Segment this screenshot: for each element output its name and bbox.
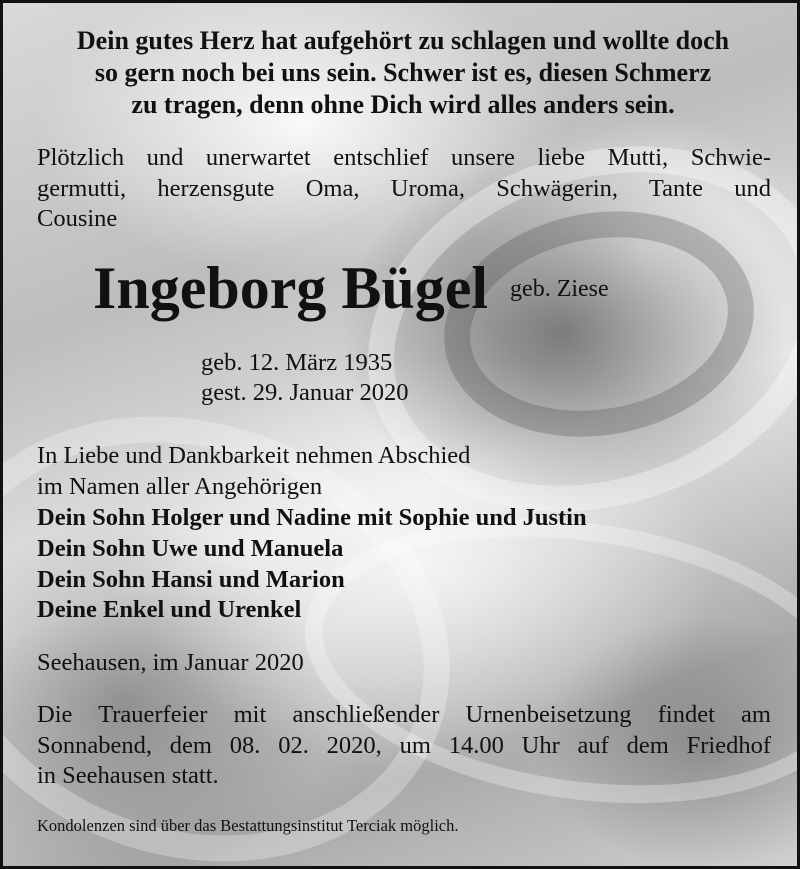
deceased-name: Ingeborg Bügel <box>93 255 489 321</box>
announcement-line: Cousine <box>37 205 118 232</box>
intro-line: Dein gutes Herz hat aufgehört zu schlagen und wollte doch <box>76 26 730 55</box>
family-list <box>37 503 587 626</box>
birth-date: geb. 12. März 1935 <box>201 349 393 376</box>
family-member: Dein Sohn Hansi und Marion <box>37 565 345 593</box>
funeral-line: in Seehausen statt. <box>37 762 219 789</box>
notice-content <box>3 3 800 869</box>
intro-verse <box>23 25 783 121</box>
family-member: Dein Sohn Uwe und Manuela <box>37 534 344 562</box>
funeral-line: Die Trauerfeier mit anschließender Urnenbeisetzung findet am <box>37 701 771 728</box>
death-date: gest. 29. Januar 2020 <box>201 379 409 406</box>
announcement-line: germutti, herzensgute Oma, Uroma, Schwägerin, Tante und <box>37 174 771 202</box>
life-dates <box>201 348 409 408</box>
family-member: Deine Enkel und Urenkel <box>37 596 302 624</box>
deceased-name-line <box>93 253 609 323</box>
condolence-note: Kondolenzen sind über das Bestattungsinstitut Terciak möglich. <box>37 816 459 835</box>
funeral-info <box>37 700 771 792</box>
farewell-line: im Namen aller Angehörigen <box>37 472 323 500</box>
maiden-name: geb. Ziese <box>510 276 609 302</box>
place-date: Seehausen, im Januar 2020 <box>37 649 304 676</box>
farewell-line: In Liebe und Dankbarkeit nehmen Abschied <box>37 442 471 469</box>
intro-line: so gern noch bei uns sein. Schwer ist es, diesen Schmerz <box>94 58 712 87</box>
announcement-line: Plötzlich und unerwartet entschlief unsere liebe Mutti, Schwie- <box>37 144 771 171</box>
funeral-line: Sonnabend, dem 08. 02. 2020, um 14.00 Uhr auf dem Friedhof <box>37 731 771 759</box>
farewell-text <box>37 441 470 502</box>
announcement-text <box>37 143 771 235</box>
family-member: Dein Sohn Holger und Nadine mit Sophie und Justin <box>37 504 587 531</box>
intro-line: zu tragen, denn ohne Dich wird alles anders sein. <box>131 90 675 119</box>
